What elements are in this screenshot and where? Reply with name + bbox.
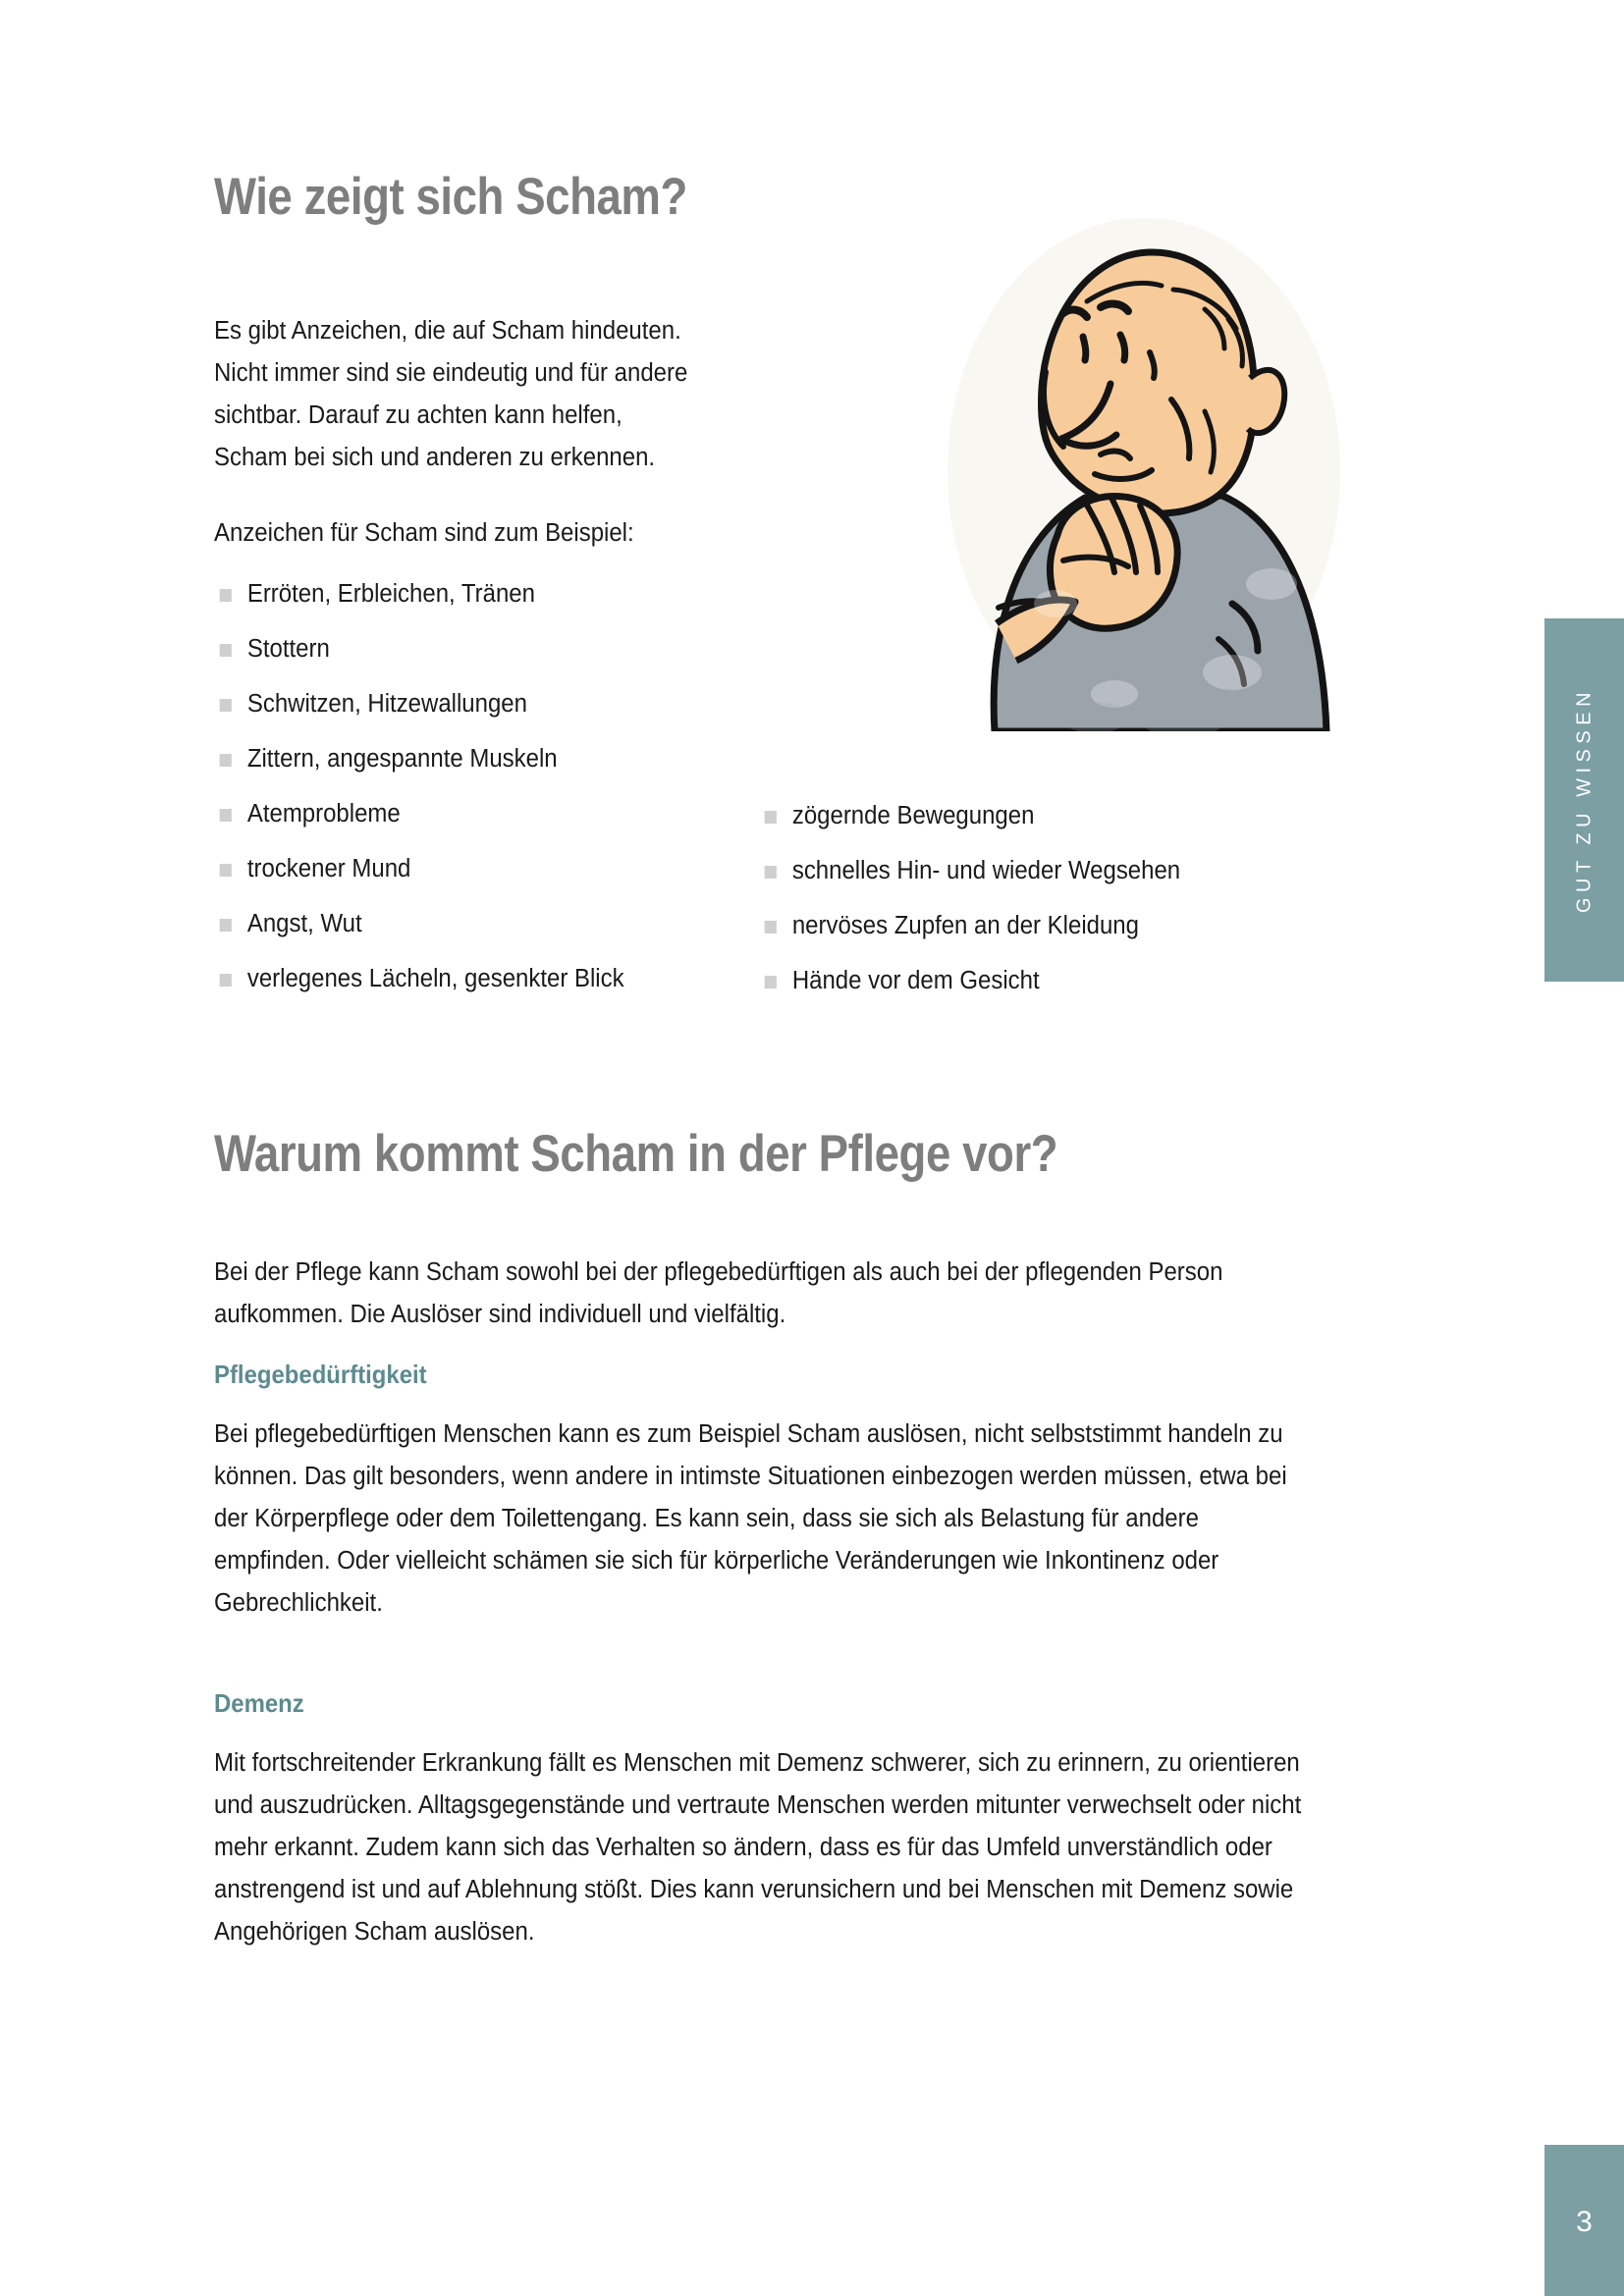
section-tab-gut-zu-wissen (1544, 618, 1624, 982)
list-item: Hände vor dem Gesicht (759, 953, 1331, 1008)
page-footer-bar (1544, 2145, 1624, 2296)
subsection-pflegebeduerftigkeit-body: Bei pflegebedürftigen Menschen kann es zum Beispiel Scham auslösen, nicht selbststimmt handeln zu können. Das gilt besonders, wenn andere in intimste Situationen einbezogen werden müssen, etwa bei der Körperpflege oder dem Toilettengang. Es kann sein, dass sie sich als Belastung für andere empfinden. Oder vielleicht schämen sie sich für körperliche Veränderungen wie Inkontinenz oder Gebrechlichkeit. (214, 1420, 1287, 1617)
signs-list-right-column (759, 788, 1368, 1008)
elderly-person-illustration (938, 211, 1350, 731)
list-item: Stottern (214, 621, 786, 676)
list-item: Erröten, Erbleichen, Tränen (214, 566, 786, 621)
section-1-intro-paragraph: Es gibt Anzeichen, die auf Scham hindeuten. Nicht immer sind sie eindeutig und für andere sichtbar. Darauf zu achten kann helfen, Scham bei sich und anderen zu erkennen. (214, 317, 688, 471)
subheading-pflegebeduerftigkeit: Pflegebedürftigkeit (214, 1360, 427, 1389)
list-item: verlegenes Lächeln, gesenkter Blick (214, 951, 786, 1006)
subsection-demenz-body: Mit fortschreitender Erkrankung fällt es Menschen mit Demenz schwerer, sich zu erinnern, zu orientieren und auszudrücken. Alltagsgegenstände und vertraute Menschen werden mitunter verwechselt oder nicht mehr erkannt. Zudem kann sich das Verhalten so ändern, dass es für das Umfeld unverständlich oder anstrengend ist und auf Ablehnung stößt. Dies kann verunsichern und bei Menschen mit Demenz sowie Angehörigen Scham auslösen. (214, 1749, 1302, 1946)
list-item: trockener Mund (214, 841, 786, 896)
subheading-demenz: Demenz (214, 1688, 304, 1718)
page-number: 3 (1576, 2206, 1593, 2238)
list-item: zögernde Bewegungen (759, 788, 1331, 843)
section-tab-label: GUT ZU WISSEN (1573, 686, 1595, 914)
list-item: Zittern, angespannte Muskeln (214, 731, 786, 786)
list-item: Atemprobleme (214, 786, 786, 841)
list-item: Schwitzen, Hitzewallungen (214, 676, 786, 731)
list-item: schnelles Hin- und wieder Wegsehen (759, 843, 1331, 898)
section-2-lead-paragraph: Bei der Pflege kann Scham sowohl bei der pflegebedürftigen als auch bei der pflegenden Person aufkommen. Die Auslöser sind individuell und vielfältig. (214, 1258, 1223, 1328)
list-item: Angst, Wut (214, 896, 786, 951)
page-title-section-2: Warum kommt Scham in der Pflege vor? (214, 1125, 1058, 1183)
signs-list-left-column (214, 566, 823, 1006)
page-title-section-1: Wie zeigt sich Scham? (214, 168, 687, 226)
section-1-lead-in: Anzeichen für Scham sind zum Beispiel: (214, 519, 634, 547)
list-item: nervöses Zupfen an der Kleidung (759, 898, 1331, 953)
